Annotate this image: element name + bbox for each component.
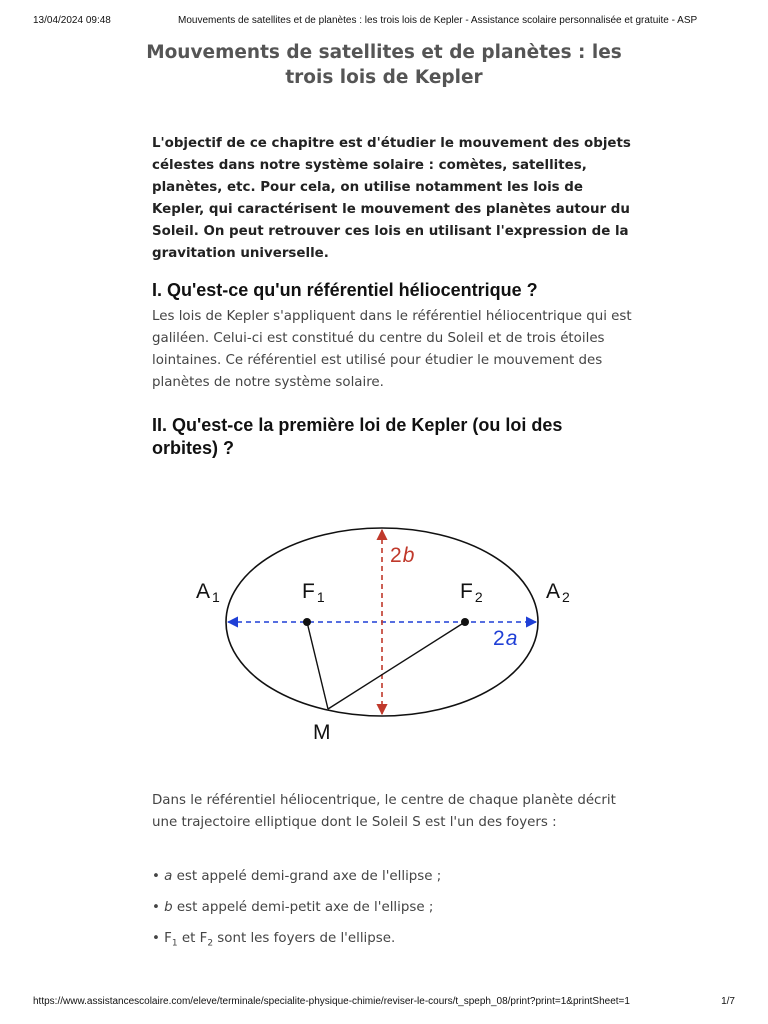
label-f2: F 2: [460, 580, 483, 605]
ellipse-diagram: [150, 485, 620, 765]
list-item: • $F_1$ et $F_2$ sont les foyers de l'ellipse.: [152, 931, 396, 949]
print-url: https://www.assistancescolaire.com/eleve/terminale/specialite-physique-chimie/reviser-le-cours/t_speph_08/print?print=1&printSheet=1: [33, 996, 630, 1007]
article-title-line1: Mouvements de satellites et de planètes : les: [146, 42, 622, 63]
print-footer: [0, 996, 768, 1010]
intro-paragraph: L'objectif de ce chapitre est d'étudier le mouvement des objets célestes dans notre système solaire : comètes, satellites, planètes, etc. Pour cela, on utilise notamment les lois de Kepler, qui caractérisent le mouvement des planètes autour du Soleil. On peut retrouver ces lois en utilisant l'expression de la gravitation universelle.: [152, 136, 631, 261]
print-date: 13/04/2024 09:48: [33, 15, 111, 26]
article-title: [130, 40, 638, 90]
label-a2: A 2: [546, 580, 570, 605]
label-2a: 2a: [493, 627, 518, 650]
section2-paragraph: Dans le référentiel héliocentrique, le centre de chaque planète décrit une trajectoire elliptique dont le Soleil S est l'un des foyers :: [152, 793, 616, 830]
label-f1: F 1: [302, 580, 325, 605]
label-a1: A 1: [196, 580, 220, 605]
list-item: • b est appelé demi-petit axe de l'ellipse ;: [152, 900, 434, 915]
list-item: • a est appelé demi-grand axe de l'ellipse ;: [152, 869, 442, 884]
focus-f1-point: [303, 618, 311, 626]
section1-heading: I. Qu'est-ce qu'un référentiel héliocentrique ?: [152, 280, 538, 300]
section1-paragraph: Les lois de Kepler s'appliquent dans le référentiel héliocentrique qui est galiléen. Celui-ci est constitué du centre du Soleil et de trois étoiles lointaines. Ce référentiel est utilisé pour étudier le mouvement des planètes de notre système solaire.: [152, 309, 632, 390]
print-header: [0, 15, 768, 29]
segment-f2-m: [328, 622, 465, 709]
section2-heading: II. Qu'est-ce la première loi de Kepler (ou loi des orbites) ?: [152, 415, 563, 458]
label-m: M: [313, 721, 331, 744]
page-number: 1/7: [721, 996, 735, 1007]
article-title-line2: trois lois de Kepler: [285, 67, 483, 88]
ellipse-definitions-list: [152, 866, 632, 959]
focus-f2-point: [461, 618, 469, 626]
label-2b: 2b: [390, 544, 415, 567]
print-page-title: Mouvements de satellites et de planètes : les trois lois de Kepler - Assistance scolaire personnalisée et gratuite - ASP: [178, 15, 698, 26]
segment-f1-m: [307, 622, 328, 709]
